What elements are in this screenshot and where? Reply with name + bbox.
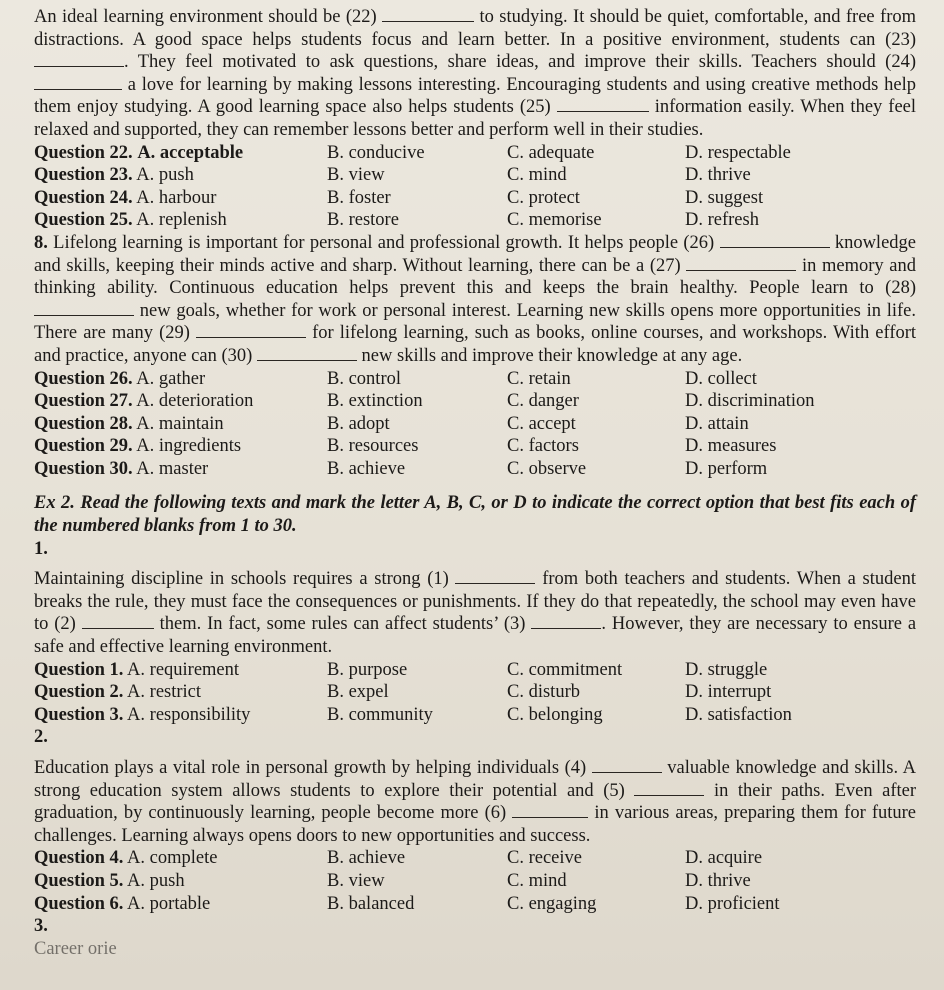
- option-d[interactable]: D. interrupt: [685, 682, 772, 703]
- question-row: [34, 659, 916, 682]
- blank-29[interactable]: [196, 323, 306, 338]
- option-a[interactable]: A. acceptable: [137, 142, 244, 163]
- option-c[interactable]: C. commitment: [507, 659, 623, 680]
- question-row: [34, 681, 916, 704]
- option-c[interactable]: C. mind: [507, 870, 567, 891]
- question-row: [34, 413, 916, 436]
- question-row: [34, 368, 916, 391]
- question-label: Question 6.: [34, 893, 124, 914]
- option-a[interactable]: A. maintain: [136, 413, 224, 434]
- option-b[interactable]: B. expel: [327, 682, 389, 703]
- option-c[interactable]: C. danger: [507, 391, 579, 412]
- option-a[interactable]: A. responsibility: [127, 704, 251, 725]
- option-d[interactable]: D. discrimination: [685, 391, 815, 412]
- question-list-a: [34, 142, 916, 232]
- option-d[interactable]: D. refresh: [685, 210, 759, 231]
- blank-2[interactable]: [82, 614, 154, 629]
- question-label: Question 4.: [34, 848, 124, 869]
- blank-1[interactable]: [455, 569, 535, 584]
- question-row: [34, 142, 916, 165]
- option-d[interactable]: D. struggle: [685, 659, 768, 680]
- blank-26[interactable]: [720, 233, 830, 248]
- option-d[interactable]: D. measures: [685, 436, 777, 457]
- blank-22[interactable]: [382, 7, 474, 22]
- question-row: [34, 458, 916, 481]
- option-b[interactable]: B. restore: [327, 210, 399, 231]
- passage-ex2-1: Maintaining discipline in schools requires a strong (1) from both teachers and students. When a student breaks the rule, they must face the consequences or punishments. If they do that repeatedly, the school may even have to (2) them. In fact, some rules can affect students’ (3) . However, they are necessary to ensure a safe and effective learning environment.: [34, 569, 917, 658]
- option-b[interactable]: B. balanced: [327, 893, 415, 914]
- option-b[interactable]: B. view: [327, 870, 385, 891]
- blank-5[interactable]: [634, 781, 704, 796]
- option-a[interactable]: A. replenish: [136, 210, 227, 231]
- option-c[interactable]: C. adequate: [507, 142, 595, 163]
- question-label: Question 2.: [34, 682, 124, 703]
- option-b[interactable]: B. purpose: [327, 659, 408, 680]
- blank-27[interactable]: [686, 256, 796, 271]
- option-c[interactable]: C. mind: [507, 165, 567, 186]
- question-label: Question 26.: [34, 368, 133, 389]
- option-c[interactable]: C. disturb: [507, 682, 580, 703]
- option-a[interactable]: A. deterioration: [136, 391, 254, 412]
- blank-25[interactable]: [557, 97, 649, 112]
- option-b[interactable]: B. foster: [327, 187, 391, 208]
- blank-4[interactable]: [592, 758, 662, 773]
- option-a[interactable]: A. ingredients: [136, 436, 242, 457]
- option-b[interactable]: B. achieve: [327, 848, 406, 869]
- passage-number: 3.: [34, 916, 48, 937]
- option-b[interactable]: B. community: [327, 704, 433, 725]
- option-c[interactable]: C. engaging: [507, 893, 597, 914]
- question-list-ex2-1: [34, 659, 916, 727]
- option-d[interactable]: D. respectable: [685, 142, 791, 163]
- option-c[interactable]: C. retain: [507, 368, 571, 389]
- option-d[interactable]: D. suggest: [685, 187, 764, 208]
- exercise-title: Ex 2. Read the following texts and mark the letter A, B, C, or D to indicate the correct option that best fits each of the numbered blanks from 1 to 30.: [34, 493, 916, 537]
- blank-3[interactable]: [531, 614, 601, 629]
- option-c[interactable]: C. belonging: [507, 704, 603, 725]
- option-b[interactable]: B. resources: [327, 436, 419, 457]
- option-a[interactable]: A. master: [136, 458, 209, 479]
- question-label: Question 29.: [34, 436, 133, 457]
- question-row: [34, 209, 916, 232]
- option-a[interactable]: A. push: [136, 165, 194, 186]
- option-b[interactable]: B. achieve: [327, 458, 406, 479]
- option-a[interactable]: A. requirement: [127, 659, 240, 680]
- blank-30[interactable]: [257, 346, 357, 361]
- option-c[interactable]: C. accept: [507, 413, 576, 434]
- passage-number: 1.: [34, 538, 48, 559]
- option-d[interactable]: D. satisfaction: [685, 704, 792, 725]
- option-b[interactable]: B. view: [327, 165, 385, 186]
- question-label: Question 1.: [34, 659, 124, 680]
- option-d[interactable]: D. thrive: [685, 165, 751, 186]
- question-row: [34, 390, 916, 413]
- option-c[interactable]: C. memorise: [507, 210, 602, 231]
- option-d[interactable]: D. perform: [685, 458, 768, 479]
- question-label: Question 22.: [34, 142, 133, 163]
- blank-6[interactable]: [512, 803, 588, 818]
- passage-number: 2.: [34, 727, 48, 748]
- question-row: [34, 893, 916, 916]
- option-a[interactable]: A. complete: [127, 848, 218, 869]
- question-row: [34, 164, 916, 187]
- question-label: Question 3.: [34, 704, 124, 725]
- option-a[interactable]: A. portable: [127, 893, 211, 914]
- option-d[interactable]: D. thrive: [685, 870, 751, 891]
- question-row: [34, 435, 916, 458]
- question-label: Question 28.: [34, 413, 133, 434]
- option-c[interactable]: C. protect: [507, 187, 580, 208]
- option-a[interactable]: A. harbour: [136, 187, 217, 208]
- question-list-ex2-2: [34, 847, 916, 915]
- option-c[interactable]: C. factors: [507, 436, 579, 457]
- option-a[interactable]: A. push: [127, 870, 185, 891]
- question-row: [34, 187, 916, 210]
- question-list-b: [34, 368, 916, 481]
- option-d[interactable]: D. collect: [685, 368, 757, 389]
- question-row: [34, 704, 916, 727]
- option-b[interactable]: B. extinction: [327, 391, 423, 412]
- option-a[interactable]: A. gather: [136, 368, 206, 389]
- passage-number: 8.: [34, 232, 48, 253]
- question-row: [34, 847, 916, 870]
- truncated-text: Career orie: [34, 938, 117, 959]
- passage-b: 8. Lifelong learning is important for personal and professional growth. It helps people (26) knowledge and skills, keeping their minds active and sharp. Without learning, there can be a (27) in memory and thinking ability. Continuous education helps prevent this and keeps the brain healthy. People learn to (28) new goals, whether for work or personal interest. Learning new skills opens more opportunities in life. There are many (29) for lifelong learning, such as books, online courses, and workshops. With effort and practice, anyone can (30) new skills and improve their knowledge at any age.: [34, 232, 917, 366]
- option-d[interactable]: D. acquire: [685, 848, 763, 869]
- question-label: Question 5.: [34, 870, 124, 891]
- option-d[interactable]: D. proficient: [685, 893, 780, 914]
- question-label: Question 23.: [34, 165, 133, 186]
- question-row: [34, 870, 916, 893]
- option-a[interactable]: A. restrict: [127, 682, 202, 703]
- question-label: Question 24.: [34, 187, 133, 208]
- question-label: Question 25.: [34, 210, 133, 231]
- option-c[interactable]: C. observe: [507, 458, 587, 479]
- question-label: Question 27.: [34, 391, 133, 412]
- question-label: Question 30.: [34, 458, 133, 479]
- option-b[interactable]: B. conducive: [327, 142, 425, 163]
- option-b[interactable]: B. adopt: [327, 413, 390, 434]
- passage-ex2-2: Education plays a vital role in personal growth by helping individuals (4) valuable knowledge and skills. A strong education system allows students to explore their potential and (5) in their paths. Even after graduation, by continuously learning, people become more (6) in various areas, preparing them for future challenges. Learning always opens doors to new opportunities and success.: [34, 758, 917, 846]
- blank-24[interactable]: [34, 75, 122, 90]
- option-c[interactable]: C. receive: [507, 848, 582, 869]
- option-d[interactable]: D. attain: [685, 413, 749, 434]
- passage-a: An ideal learning environment should be (22) to studying. It should be quiet, comfortable, and free from distractions. A good space helps students focus and learn better. In a positive environment, students can (23) . They feel motivated to ask questions, share ideas, and improve their skills. Teachers should (24) a love for learning by making lessons interesting. Encouraging students and using creative methods help them enjoy studying. A good learning space also helps students (25) information easily. When they feel relaxed and supported, they can remember lessons better and perform well in their studies.: [34, 7, 917, 140]
- blank-23[interactable]: [34, 52, 124, 67]
- option-b[interactable]: B. control: [327, 368, 401, 389]
- blank-28[interactable]: [34, 301, 134, 316]
